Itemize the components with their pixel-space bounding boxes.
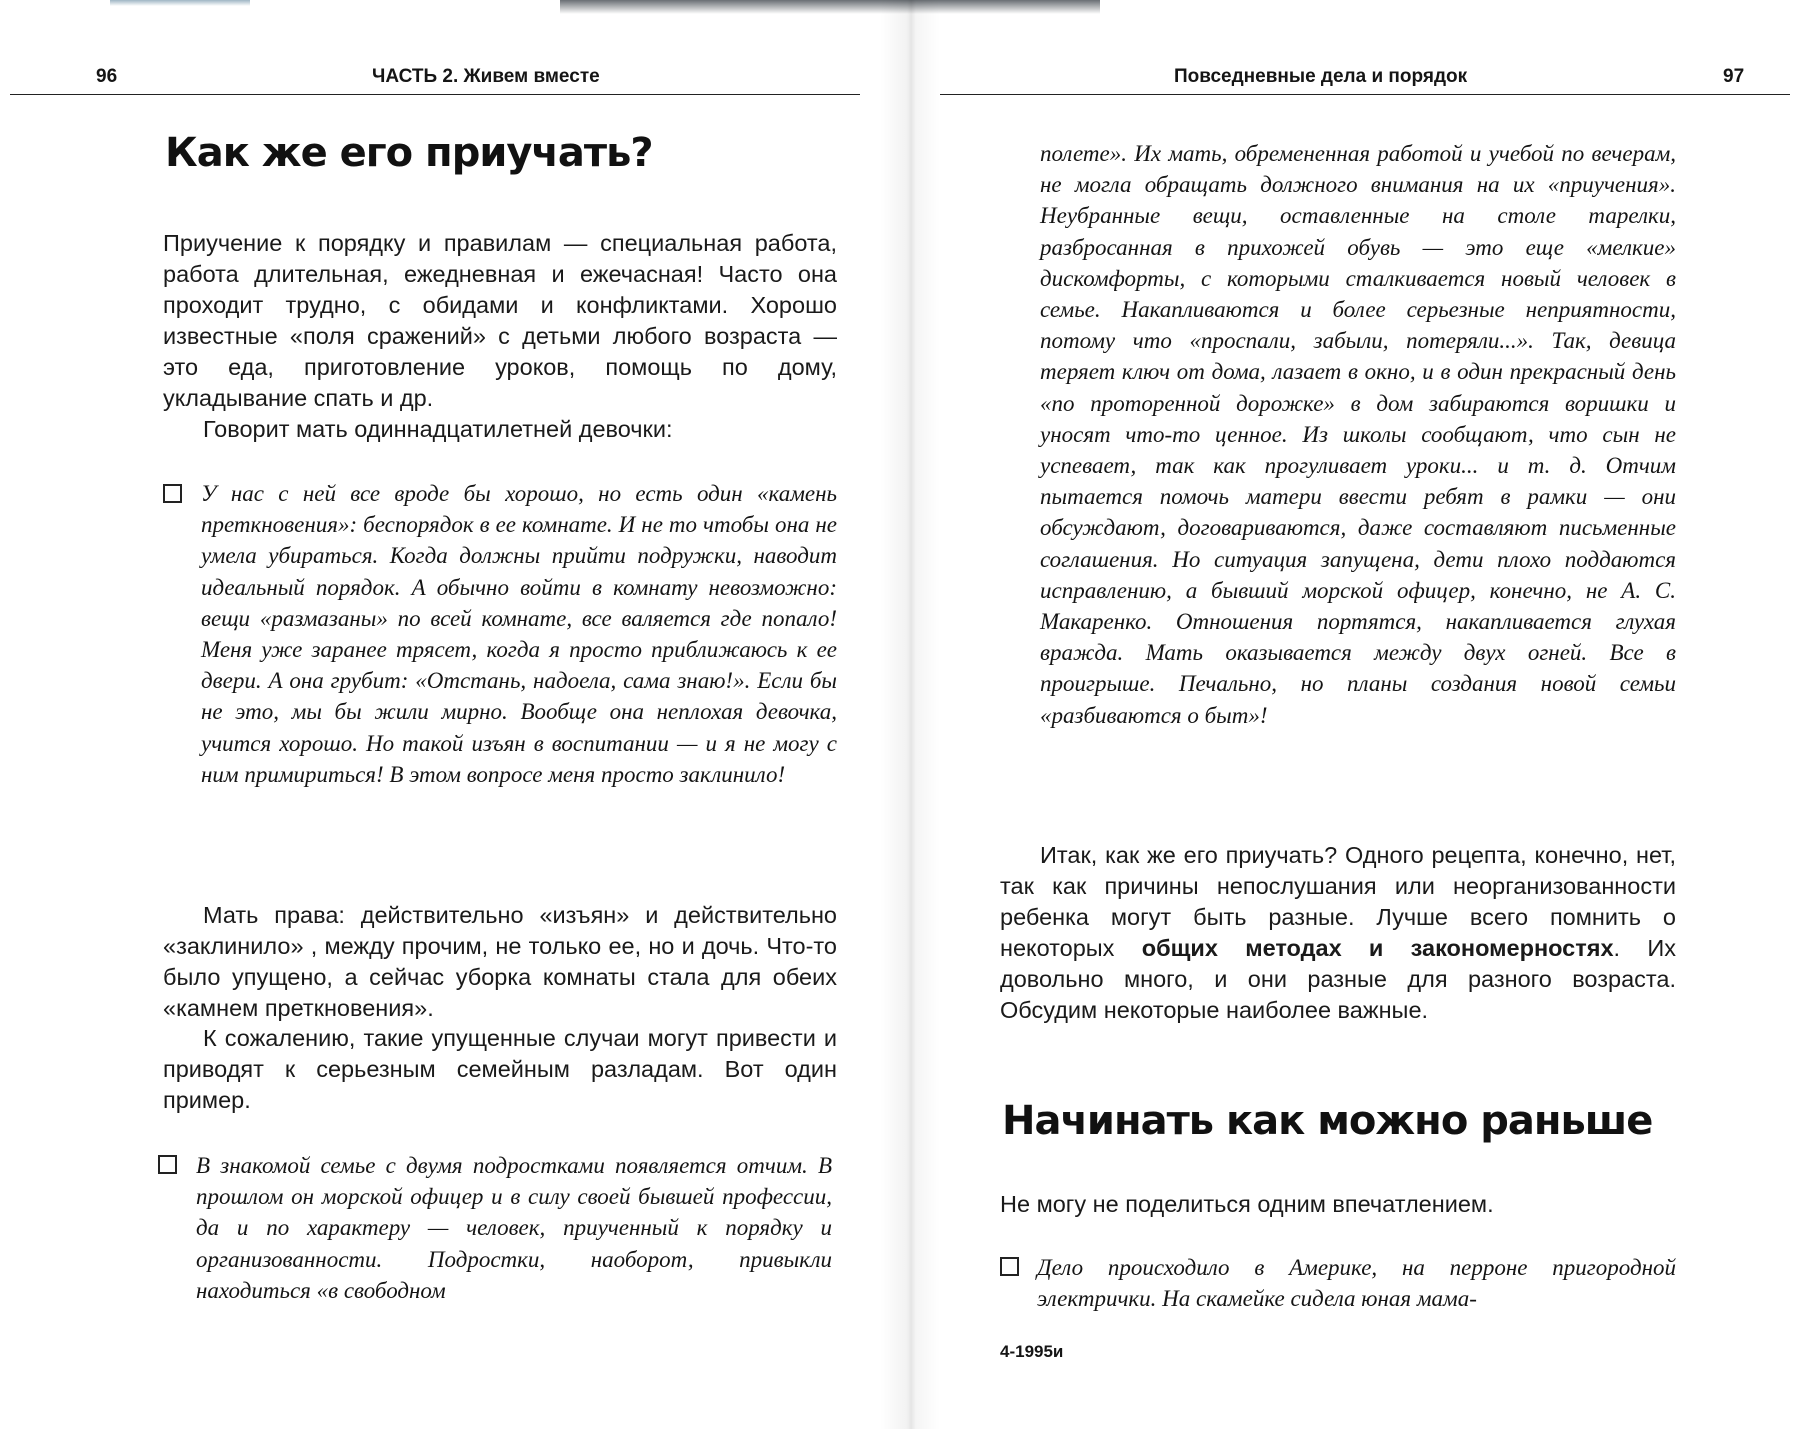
body-paragraph: Не могу не поделиться одним впечатлением. — [1000, 1191, 1494, 1217]
body-paragraph — [1000, 840, 1676, 1026]
section-title: Как же его приучать? — [165, 130, 653, 176]
body-paragraph: Говорит мать одиннадцатилетней девочки: — [203, 416, 673, 442]
section-title: Начинать как можно раньше — [1002, 1098, 1653, 1144]
running-head: Повседневные дела и порядок — [1174, 66, 1468, 87]
quote-block: В знакомой семье с двумя подростками появляется отчим. В прошлом он морской офицер и в силу своей бывшей профессии, да и по характеру — человек, приученный к порядку и организованности. Подростки, наоборот, привыкли находиться «в свободном — [196, 1153, 832, 1303]
page-number: 97 — [1723, 66, 1745, 87]
body-paragraph: Приучение к порядку и правилам — специальная работа, работа длительная, ежедневная и ежечасная! Часто она проходит трудно, с обидами и конфликтами. Хорошо известные «поля сражений» с детьми любого возраста — это еда, приготовление уроков, помощь по дому, укладывание спать и др. — [163, 230, 837, 411]
right-page — [930, 0, 1800, 1429]
body-paragraph: К сожалению, такие упущенные случаи могут привести и приводят к серьезным семейным разладам. Вот один пример. — [163, 1025, 837, 1113]
left-page-header — [10, 62, 860, 95]
checkbox-bullet-icon — [1000, 1257, 1019, 1276]
paragraph-text: . Их довольно много, и они разные для разного возраста. Обсудим некоторые наиболее важные. — [1000, 935, 1676, 1023]
checkbox-bullet-icon — [158, 1155, 177, 1174]
bold-emphasis: общих методах и закономерностях — [1141, 935, 1614, 961]
quote-block-continued: полете». Их мать, обремененная работой и учебой по вечерам, не могла обращать должного внимания на их «приучения». Неубранные вещи, оставленные на столе тарелки, разбросанная в прихожей обувь — это еще «мелкие» дискомфорты, с которыми сталкивается новый человек в семье. Накапливаются и более серьезные неприятности, потому что «проспали, забыли, потеряли...». Так, девица теряет ключ от дома, лазает в окно, и в один прекрасный день «по проторенной дорожке» в дом забираются воришки и уносят что-то ценное. Из школы сообщают, что сын не успевает, так как прогуливает уроки... и т. д. Отчим пытается помочь матери ввести ребят в рамки — они обсуждают, договариваются, даже составляют письменные соглашения. Но ситуация запущена, дети плохо поддаются исправлению, а бывший морской офицер, конечно, не А. С. Макаренко. Отношения портятся, накапливается глухая вражда. Мать оказывается между двух огней. Все в проигрыше. Печально, но планы создания новой семьи «разбиваются о быт»! — [1040, 141, 1676, 728]
paragraph-text: Итак, как же его приучать? Одного рецепта, конечно, нет, так как причины непослушания или неорганизованности ребенка могут быть разные. Лучше всего помнить о некоторых — [1000, 842, 1676, 961]
left-page — [0, 0, 890, 1429]
right-page-header — [940, 62, 1790, 95]
quote-block: У нас с ней все вроде бы хорошо, но есть один «камень преткновения»: беспорядок в ее комнате. И не то чтобы она не умела убираться. Когда должны прийти подружки, наводит идеальный порядок. А обычно войти в комнату невозможно: вещи «размазаны» по всей комнате, все валяется где попало! Меня уже заранее трясет, когда я просто приближаюсь к ее двери. А она грубит: «Отстань, надоела, сама знаю!». Если бы не это, мы бы жили мирно. Вообще она неплохая девочка, учится хорошо. Но такой изъян в воспитании — и я не могу с ним примириться! В этом вопросе меня просто заклинило! — [201, 481, 837, 787]
quote-block: Дело происходило в Америке, на перроне пригородной электрички. На скамейке сидела юная мама- — [1037, 1255, 1676, 1312]
signature-code: 4-1995и — [1000, 1342, 1064, 1361]
body-paragraph: Мать права: действительно «изъян» и действительно «заклинило» , между прочим, не только ее, но и дочь. Что-то было упущено, а сейчас уборка комнаты стала для обеих «камнем преткновения». — [163, 902, 837, 1021]
running-head: ЧАСТЬ 2. Живем вместе — [372, 66, 600, 87]
checkbox-bullet-icon — [163, 484, 182, 503]
page-number: 96 — [96, 66, 118, 87]
